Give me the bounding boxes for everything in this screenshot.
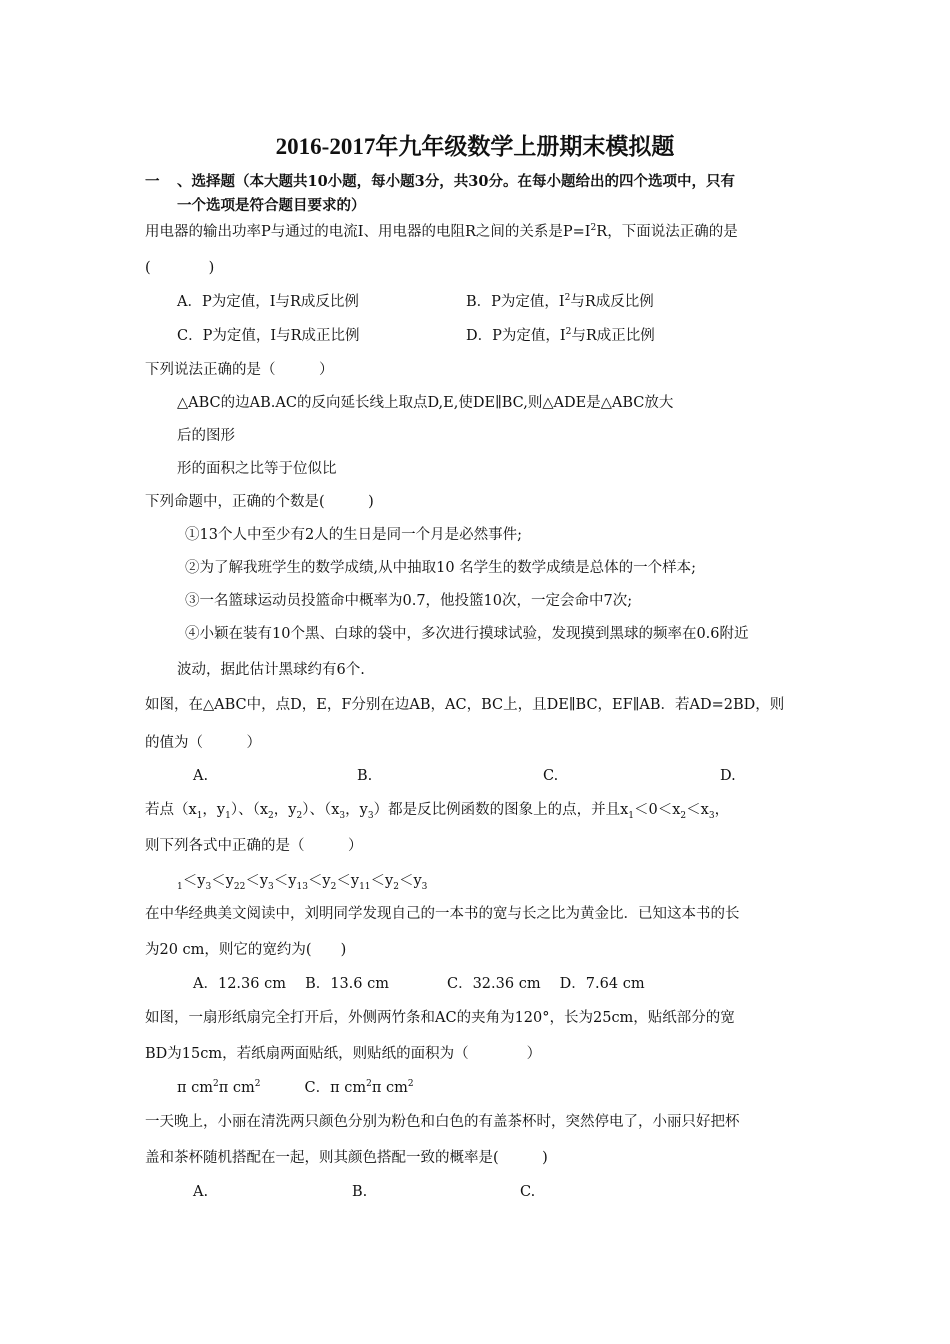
q2-stem: 下列说法正确的是（ ） — [145, 362, 334, 378]
q2-line3: 形的面积之比等于位似比 — [177, 461, 337, 477]
q3-stem: 下列命题中，正确的个数是( ) — [145, 494, 374, 510]
q5-options: $_1<y_3<y_{22}<y_3<y_{13}<y_2<y_{11}<y_2<y_3$ — [177, 873, 428, 892]
q5-stem-cont: 则下列各式中正确的是（ ） — [145, 838, 363, 854]
q4-option-b: B. — [357, 768, 373, 784]
section-number: 一 — [145, 173, 160, 190]
q7-stem-cont: BD为15cm，若纸扇两面贴纸，则贴纸的面积为（ ） — [145, 1046, 542, 1062]
q1-stem: 用电器的输出功率P与通过的电流I、用电器的电阻R之间的关系是$P=I^2R$，下面说法正确的是 — [145, 223, 738, 240]
q5-stem: 若点（$x_1$，$y_1$）、（$x_2$，$y_2$）、（$x_3$，$y_3$）都是反比例函数的图象上的点，并且$x_1<0<x_2<x_3$， — [145, 802, 730, 821]
q6-options: A．12.36 cm B．13.6 cm C．32.36 cm D．7.64 cm — [193, 976, 645, 992]
q1-option-c: C．P为定值，I与R成正比例 — [177, 328, 360, 344]
q4-option-c: C. — [543, 768, 559, 784]
q1-option-b: B．P为定值，$I^2$与R成反比例 — [466, 293, 654, 310]
document-title: 2016-2017年九年级数学上册期末模拟题 — [275, 134, 675, 159]
q1-option-d: D．P为定值，$I^2$与R成正比例 — [466, 327, 655, 344]
q1-paren: ( ) — [145, 260, 215, 276]
q2-line1: △ABC的边AB.AC的反向延长线上取点D,E,使DE∥BC,则△ADE是△ABC放大 — [177, 395, 674, 411]
q4-stem-cont: 的值为（ ） — [145, 735, 261, 751]
q3-item1: ①13个人中至少有2人的生日是同一个月是必然事件; — [185, 527, 523, 543]
q8-option-a: A. — [193, 1184, 209, 1200]
q3-item3: ③一名篮球运动员投篮命中概率为0.7，他投篮10次，一定会命中7次; — [185, 593, 633, 609]
q1-option-a: A．P为定值，I与R成反比例 — [177, 294, 359, 310]
q3-item2: ②为了解我班学生的数学成绩,从中抽取10 名学生的数学成绩是总体的一个样本; — [185, 560, 697, 576]
q2-line2: 后的图形 — [177, 428, 235, 444]
section-heading-line1: 、选择题（本大题共10小题，每小题3分，共30分。在每小题给出的四个选项中，只有 — [177, 173, 735, 190]
section-heading-line2: 一个选项是符合题目要求的） — [177, 197, 366, 214]
q7-stem: 如图，一扇形纸扇完全打开后，外侧两竹条和AC的夹角为120°，长为25cm，贴纸部分的宽 — [145, 1010, 735, 1026]
q6-stem-cont: 为20 cm，则它的宽约为( ) — [145, 942, 347, 958]
q4-option-d: D. — [720, 768, 736, 784]
q8-stem-cont: 盖和茶杯随机搭配在一起，则其颜色搭配一致的概率是( ) — [145, 1150, 548, 1166]
q7-options: π $cm^2\pi$ $cm^2$ C．π $cm^2\pi$ $cm^2$ — [177, 1079, 414, 1096]
q6-stem: 在中华经典美文阅读中，刘明同学发现自己的一本书的宽与长之比为黄金比．已知这本书的长 — [145, 906, 740, 922]
q8-stem: 一天晚上，小丽在清洗两只颜色分别为粉色和白色的有盖茶杯时，突然停电了，小丽只好把杯 — [145, 1114, 740, 1130]
q8-option-b: B. — [352, 1184, 368, 1200]
q3-item4-cont: 波动，据此估计黑球约有6个. — [177, 662, 365, 678]
q4-option-a: A. — [193, 768, 209, 784]
q3-item4: ④小颖在装有10个黑、白球的袋中，多次进行摸球试验，发现摸到黑球的频率在0.6附近 — [185, 626, 749, 642]
q4-stem: 如图，在△ABC中，点D，E，F分别在边AB，AC，BC上，且DE∥BC，EF∥AB．若AD=2BD，则 — [145, 697, 785, 713]
q8-option-c: C. — [520, 1184, 536, 1200]
